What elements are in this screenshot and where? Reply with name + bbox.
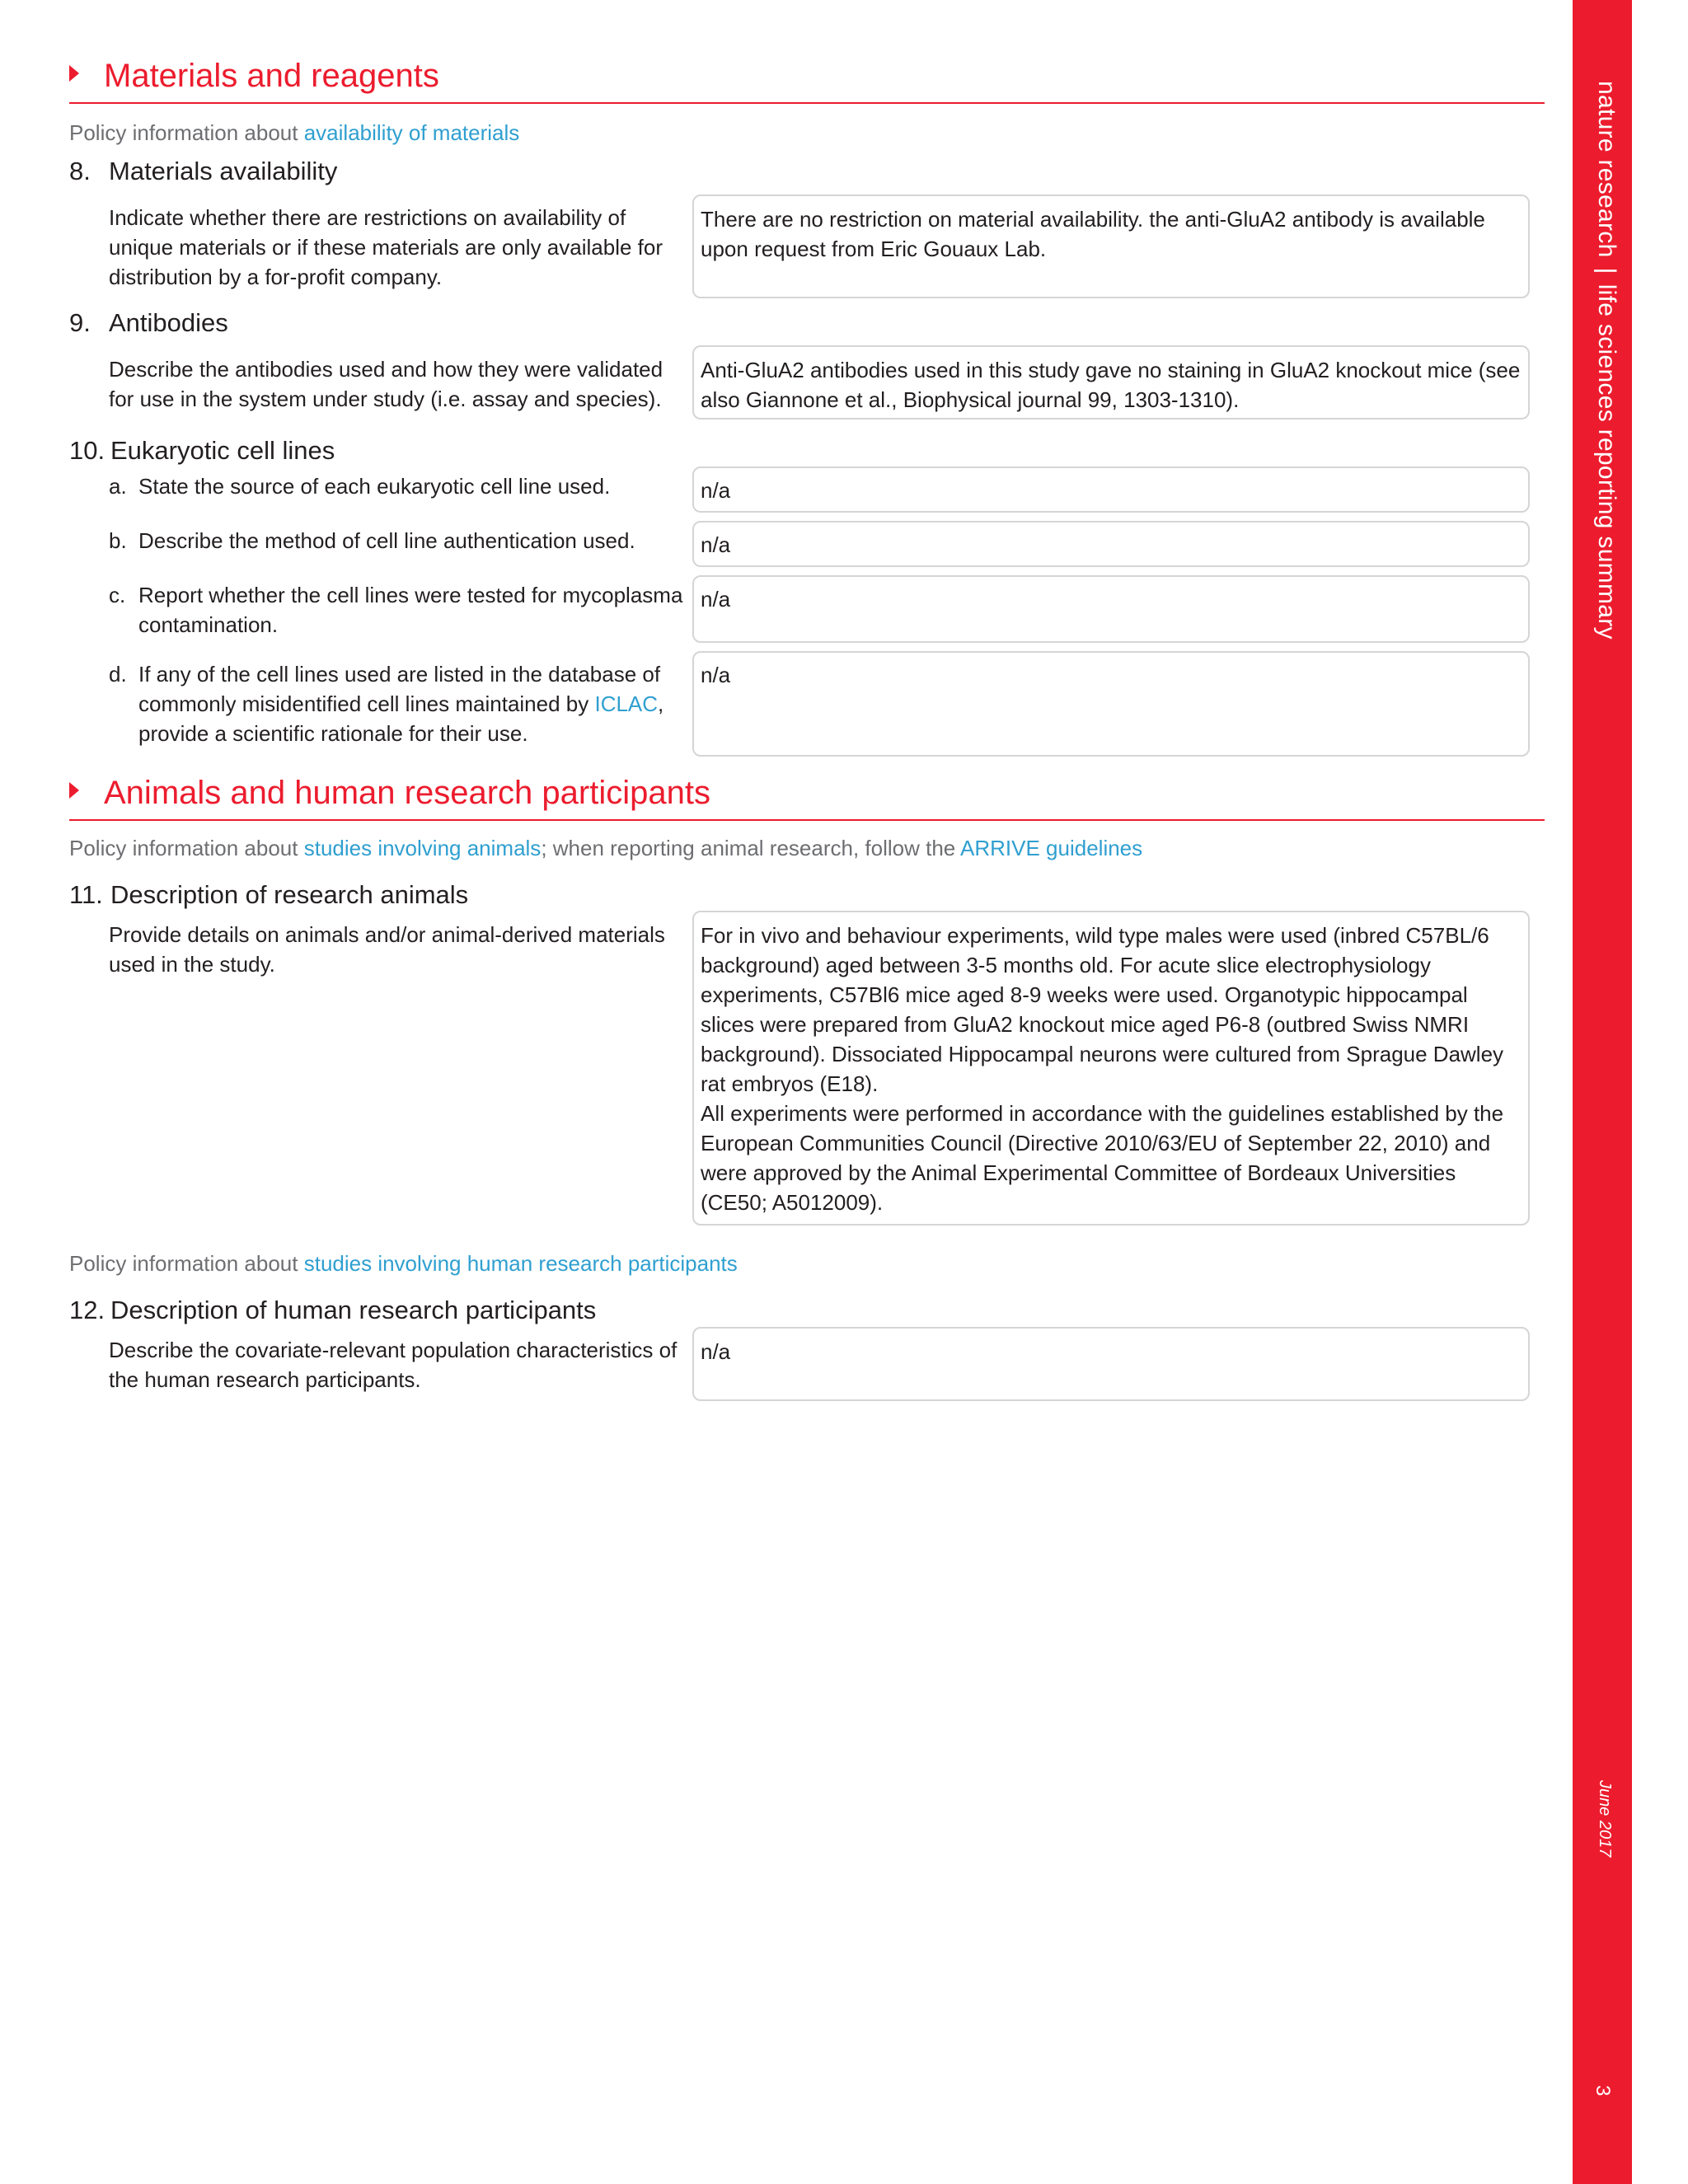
sidebar-title: nature research|life sciences reporting summary bbox=[1593, 81, 1620, 640]
question-11-prompt: Provide details on animals and/or animal-derived materials used in the study. bbox=[109, 922, 665, 977]
policy-info-human: Policy information about studies involving human research participants bbox=[69, 1251, 738, 1276]
studies-involving-human-participants-link[interactable]: studies involving human research participants bbox=[303, 1251, 738, 1276]
question-12-prompt: Describe the covariate-relevant population characteristics of the human research participants. bbox=[109, 1338, 678, 1392]
question-8-prompt: Indicate whether there are restrictions on availability of unique materials or if these materials are only available for distribution by a for-profit company. bbox=[109, 205, 663, 289]
question-11-answer-paragraph-1: For in vivo and behaviour experiments, wild type males were used (inbred C57BL/6 background) aged between 3-5 months old. For acute slice electrophysiology experiments, C57Bl6 mice aged 8-9 weeks were used. Organotypic hippocampal slices were prepared from GluA2 knockout mice aged P6-8 (outbred Swiss NMRI background). Dissociated Hippocampal neurons were cultured from Sprague Dawley rat embryos (E18). bbox=[701, 923, 1504, 1096]
question-10d-prompt: d. If any of the cell lines used are listed in the database of commonly misidentified cell lines maintained by ICLAC, provide a scientific rationale for their use. bbox=[109, 662, 664, 746]
question-10d-answer-field[interactable]: n/a bbox=[692, 651, 1530, 757]
question-9-title: 9. Antibodies bbox=[69, 308, 228, 337]
studies-involving-animals-link[interactable]: studies involving animals bbox=[303, 836, 542, 860]
question-11-answer-field[interactable] bbox=[692, 911, 1530, 1226]
question-8-title: 8. Materials availability bbox=[69, 157, 338, 185]
question-10-title: 10. Eukaryotic cell lines bbox=[69, 436, 335, 465]
question-10c-answer-field[interactable]: n/a bbox=[692, 575, 1530, 643]
question-10a-answer-field[interactable]: n/a bbox=[692, 466, 1530, 513]
sidebar-date: June 2017 bbox=[1596, 1780, 1614, 1858]
question-10b-answer-field[interactable]: n/a bbox=[692, 521, 1530, 567]
iclac-link[interactable]: ICLAC bbox=[594, 691, 659, 716]
section-heading-materials: Materials and reagents bbox=[69, 56, 1545, 104]
arrive-guidelines-link[interactable]: ARRIVE guidelines bbox=[960, 836, 1143, 860]
policy-info-materials: Policy information about availability of materials bbox=[69, 120, 520, 145]
page-number: 3 bbox=[1592, 2085, 1614, 2097]
question-10c-prompt: c. Report whether the cell lines were tested for mycoplasma contamination. bbox=[109, 583, 683, 637]
availability-of-materials-link[interactable]: availability of materials bbox=[303, 120, 520, 145]
question-11-answer-paragraph-2: All experiments were performed in accordance with the guidelines established by the European Communities Council (Directive 2010/63/EU of September 22, 2010) and were approved by the Animal Experimental Committee of Bordeaux Universities (CE50; A5012009). bbox=[701, 1101, 1504, 1215]
question-10b-prompt: b. Describe the method of cell line authentication used. bbox=[109, 528, 635, 553]
question-12-title: 12. Description of human research participants bbox=[69, 1296, 597, 1324]
question-12-answer-field[interactable]: n/a bbox=[692, 1327, 1530, 1401]
question-8-answer-field[interactable]: There are no restriction on material availability. the anti-GluA2 antibody is available upon request from Eric Gouaux Lab. bbox=[692, 194, 1530, 298]
question-10a-prompt: a. State the source of each eukaryotic cell line used. bbox=[109, 474, 611, 499]
question-11-title: 11. Description of research animals bbox=[69, 880, 469, 909]
triangle-bullet-icon bbox=[69, 65, 79, 82]
policy-info-animals: Policy information about studies involving animals; when reporting animal research, follow the ARRIVE guidelines bbox=[69, 836, 1143, 860]
section-heading-animals: Animals and human research participants bbox=[69, 773, 1545, 821]
triangle-bullet-icon bbox=[69, 782, 79, 799]
question-9-answer-field[interactable]: Anti-GluA2 antibodies used in this study gave no staining in GluA2 knockout mice (see also Giannone et al., Biophysical journal 99, 1303-1310). bbox=[692, 345, 1530, 419]
question-9-prompt: Describe the antibodies used and how they were validated for use in the system under study (i.e. assay and species). bbox=[109, 357, 663, 411]
